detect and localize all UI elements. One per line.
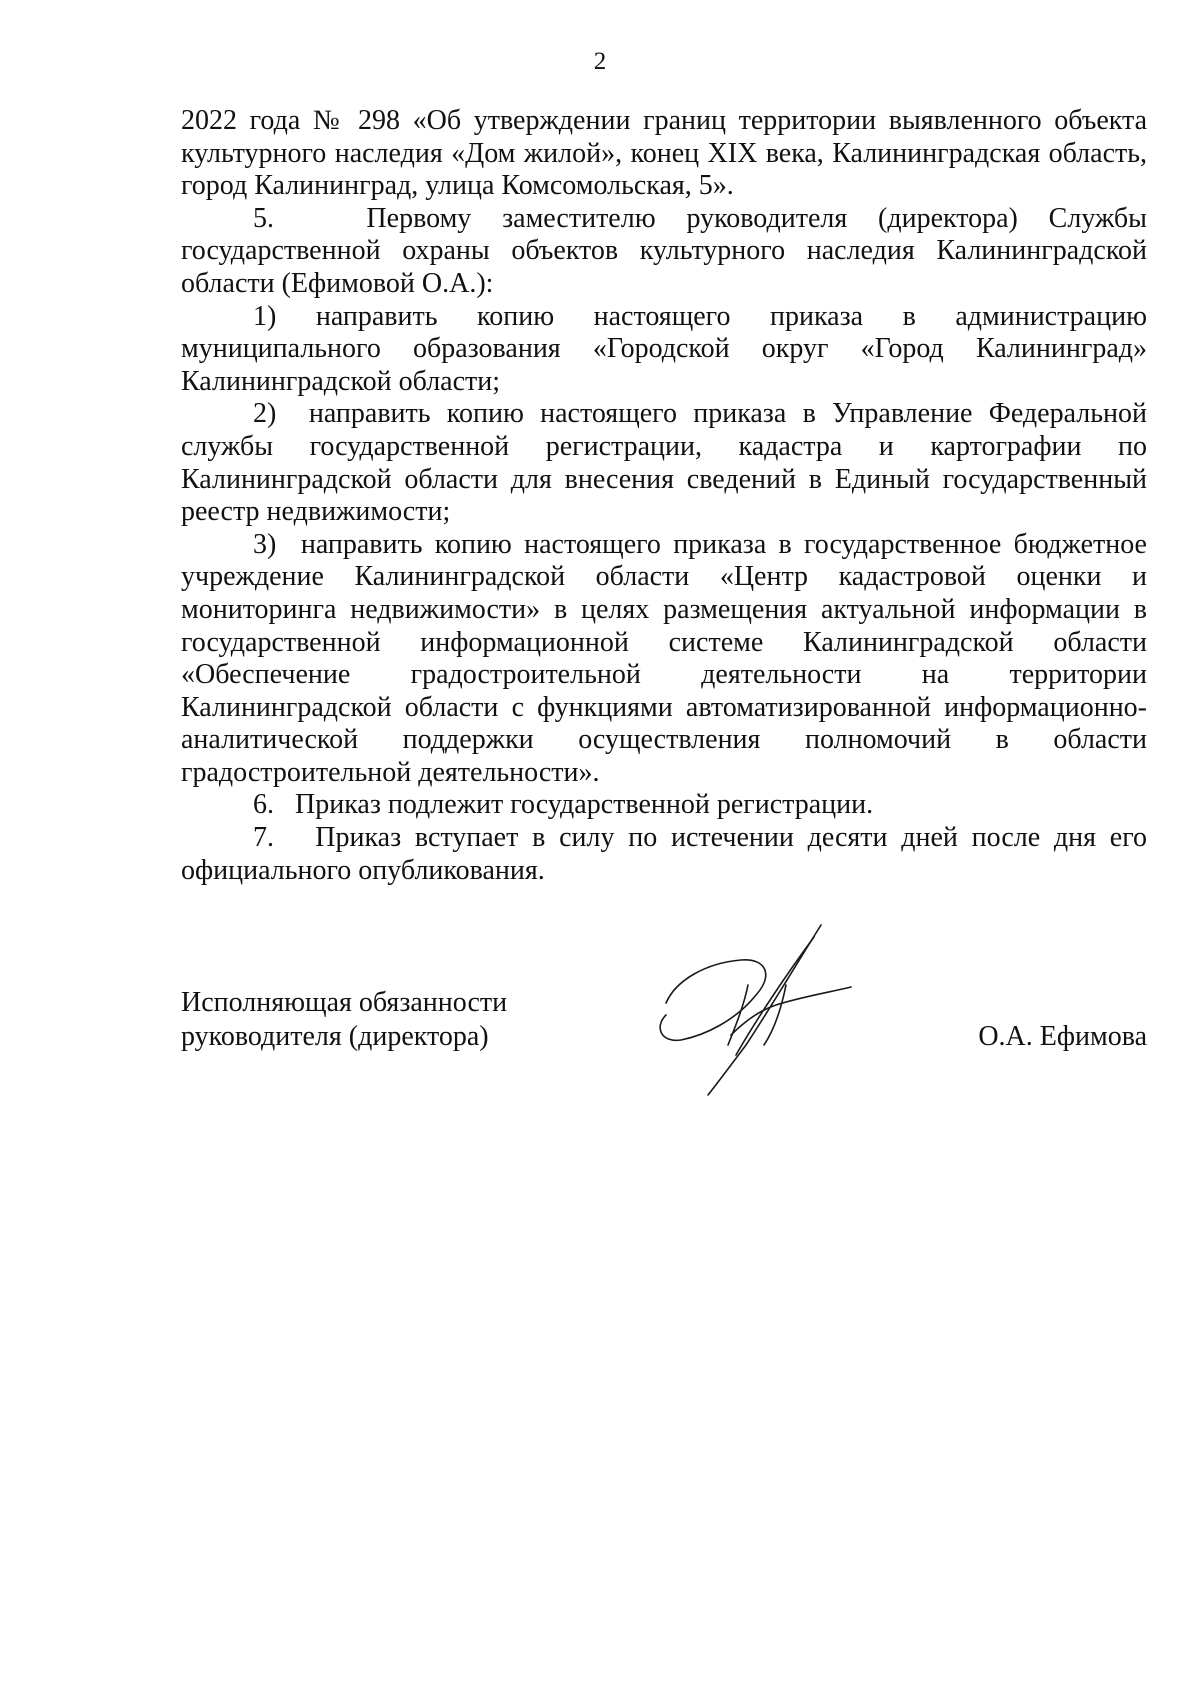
paragraph-item-6: 6. Приказ подлежит государственной регистрации.	[253, 789, 874, 821]
paragraph-continuation: 2022 года № 298 «Об утверждении границ территории выявленного объекта культурного наследия «Дом жилой», конец XIX века, Калининградская область, город Калининград, улица Комсомольская, 5».	[181, 105, 1147, 202]
handwritten-signature	[636, 915, 866, 1105]
paragraph-subitem-1: 1) направить копию настоящего приказа в администрацию муниципального образования «Городской округ «Город Калининград» Калининградской области;	[181, 300, 1147, 397]
paragraph-subitem-2: 2) направить копию настоящего приказа в Управление Федеральной службы государственной регистрации, кадастра и картографии по Калининградской области для внесения сведений в Единый государственный реестр недвижимости;	[181, 398, 1147, 528]
signer-position	[181, 986, 507, 1054]
paragraph-item-5: 5. Первому заместителю руководителя (директора) Службы государственной охраны объектов культурного наследия Калининградской области (Ефимовой О.А.):	[181, 202, 1147, 299]
signer-position-line-1: Исполняющая обязанности	[181, 987, 508, 1018]
paragraph-item-7: 7. Приказ вступает в силу по истечении десяти дней после дня его официального опубликования.	[181, 822, 1147, 886]
signer-position-line-2: руководителя (директора)	[181, 1021, 489, 1052]
paragraph-subitem-3: 3) направить копию настоящего приказа в государственное бюджетное учреждение Калининградской области «Центр кадастровой оценки и мониторинга недвижимости» в целях размещения актуальной информации в государственной информационной системе Калининградской области «Обеспечение градостроительной деятельности на территории Калининградской области с функциями автоматизированной информационно-аналитической поддержки осуществления полномочий в области градостроительной деятельности».	[181, 528, 1147, 788]
page-number: 2	[593, 48, 607, 75]
signer-name: О.А. Ефимова	[978, 1021, 1147, 1052]
document-body	[181, 105, 1147, 887]
